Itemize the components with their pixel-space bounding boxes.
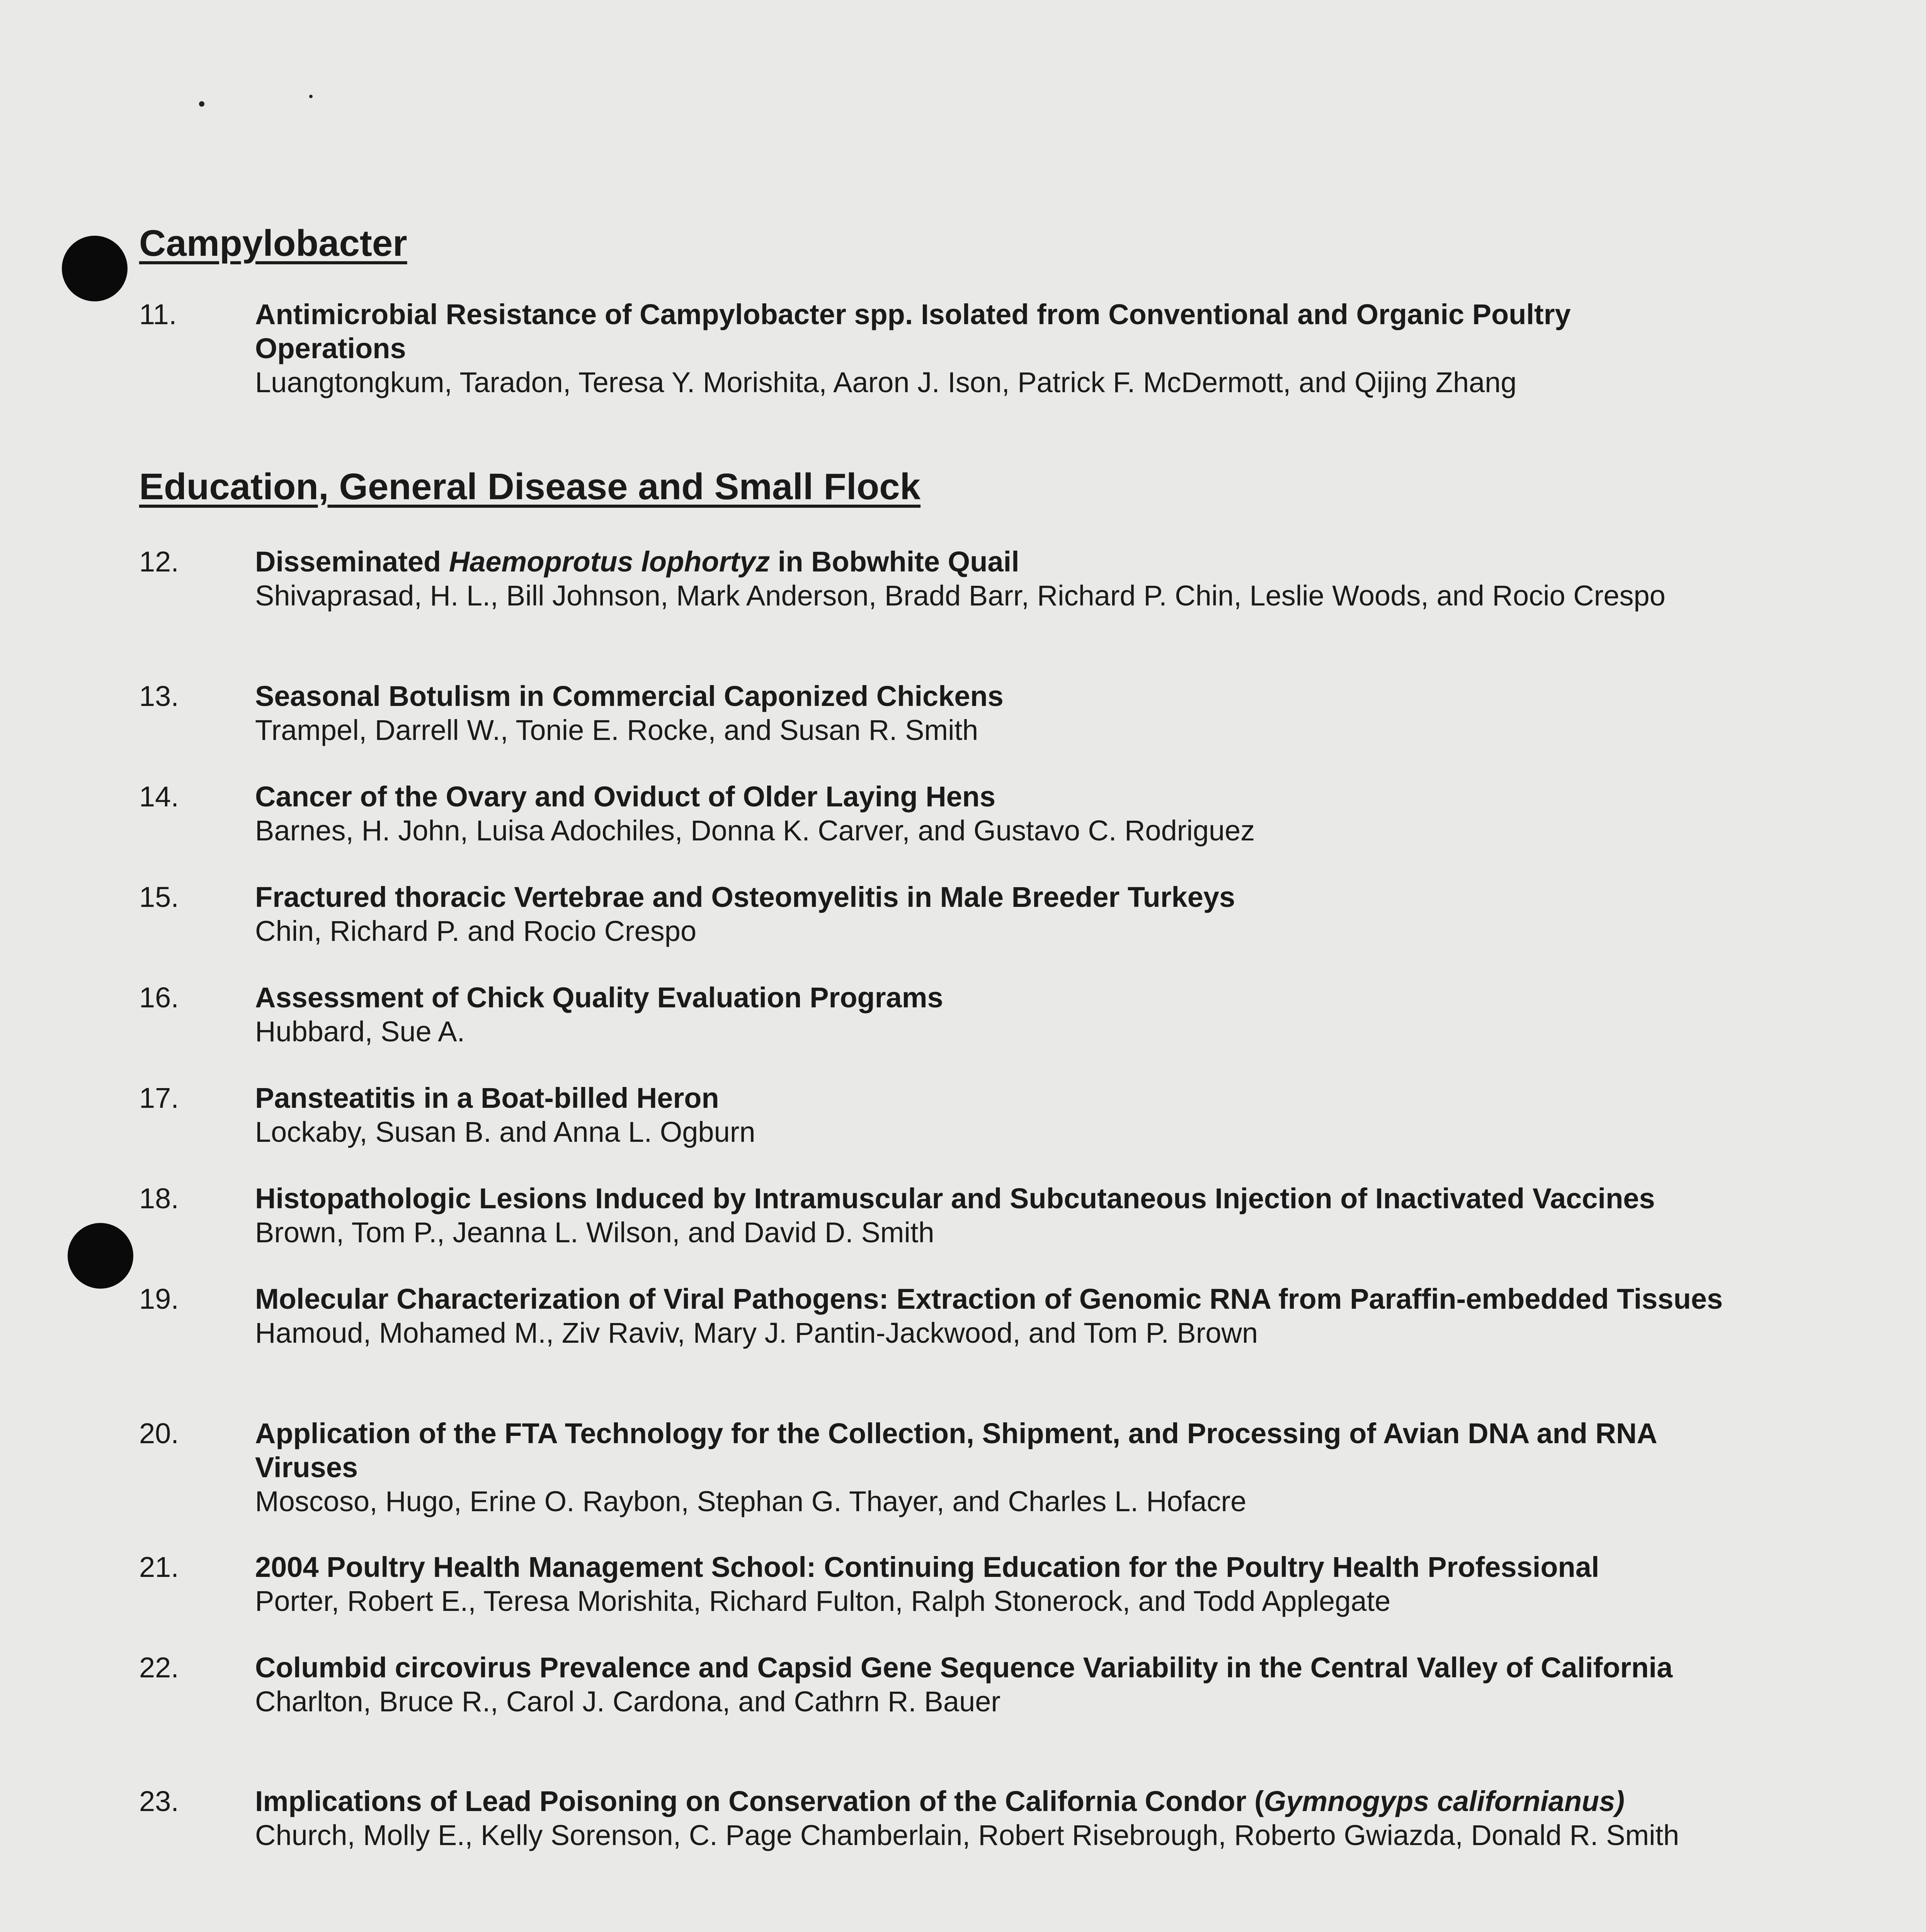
item-authors: Porter, Robert E., Teresa Morishita, Richard Fulton, Ralph Stonerock, and Todd Applegate: [255, 1585, 1391, 1617]
item-number: 20.: [139, 1417, 179, 1449]
title-run: Histopathologic Lesions Induced by Intramuscular and Subcutaneous Injection of Inactivated Vaccines: [255, 1182, 1655, 1214]
item-number: 11.: [139, 298, 177, 330]
item-title: [255, 880, 1724, 914]
item-title: [255, 1550, 1724, 1584]
item-number: 18.: [139, 1182, 179, 1214]
item-authors: Hamoud, Mohamed M., Ziv Raviv, Mary J. Pantin-Jackwood, and Tom P. Brown: [255, 1317, 1258, 1349]
item-title: [255, 1182, 1724, 1216]
title-run: Antimicrobial Resistance of Campylobacter spp. Isolated from Conventional and Organic Poultry Operations: [255, 298, 1571, 364]
item-authors: Lockaby, Susan B. and Anna L. Ogburn: [255, 1116, 755, 1148]
item-number: 23.: [139, 1785, 179, 1817]
item-title: [255, 1417, 1724, 1485]
item-title: [255, 545, 1724, 579]
item-title: [255, 1081, 1724, 1115]
item-number: 17.: [139, 1082, 179, 1114]
binder-hole-middle: [68, 1223, 133, 1289]
item-number: 15.: [139, 881, 179, 913]
title-run: Cancer of the Ovary and Oviduct of Older Laying Hens: [255, 781, 996, 813]
item-authors: Trampel, Darrell W., Tonie E. Rocke, and Susan R. Smith: [255, 714, 978, 746]
title-run: Assessment of Chick Quality Evaluation Programs: [255, 981, 943, 1014]
title-run: Fractured thoracic Vertebrae and Osteomyelitis in Male Breeder Turkeys: [255, 881, 1235, 913]
item-authors: Church, Molly E., Kelly Sorenson, C. Page Chamberlain, Robert Risebrough, Roberto Gwiazda, Donald R. Smith: [255, 1819, 1679, 1851]
italic-title-run: Gymnogyps californianus): [1264, 1785, 1625, 1817]
title-run: Pansteatitis in a Boat-billed Heron: [255, 1082, 719, 1114]
title-run: Seasonal Botulism in Commercial Caponized Chickens: [255, 680, 1004, 712]
item-number: 12.: [139, 546, 179, 578]
speck: [309, 95, 313, 98]
title-run: Implications of Lead Poisoning on Conservation of the California Condor (: [255, 1785, 1264, 1817]
item-authors: Charlton, Bruce R., Carol J. Cardona, and Cathrn R. Bauer: [255, 1685, 1001, 1718]
item-authors: Chin, Richard P. and Rocio Crespo: [255, 915, 697, 947]
item-authors: Moscoso, Hugo, Erine O. Raybon, Stephan G. Thayer, and Charles L. Hofacre: [255, 1485, 1247, 1517]
item-number: 22.: [139, 1651, 179, 1684]
item-authors: Shivaprasad, H. L., Bill Johnson, Mark Anderson, Bradd Barr, Richard P. Chin, Leslie Woods, and Rocio Crespo: [255, 580, 1666, 612]
title-run: Disseminated: [255, 546, 449, 578]
item-number: 14.: [139, 781, 179, 813]
item-authors: Hubbard, Sue A.: [255, 1015, 465, 1048]
speck: [199, 101, 204, 107]
item-title: [255, 679, 1724, 713]
section-heading-education: Education, General Disease and Small Flock: [139, 466, 921, 507]
item-authors: Luangtongkum, Taradon, Teresa Y. Morishita, Aaron J. Ison, Patrick F. McDermott, and Qijing Zhang: [255, 366, 1517, 398]
item-title: [255, 981, 1724, 1015]
item-title: [255, 1651, 1724, 1685]
item-number: 16.: [139, 981, 179, 1014]
item-number: 19.: [139, 1283, 179, 1315]
item-authors: Brown, Tom P., Jeanna L. Wilson, and David D. Smith: [255, 1216, 934, 1248]
item-title: [255, 298, 1724, 366]
italic-title-run: Haemoprotus lophortyz: [449, 546, 770, 578]
section-heading-campylobacter: Campylobacter: [139, 223, 407, 264]
title-run: Columbid circovirus Prevalence and Capsid Gene Sequence Variability in the Central Valley of California: [255, 1651, 1673, 1684]
item-authors: Barnes, H. John, Luisa Adochiles, Donna K. Carver, and Gustavo C. Rodriguez: [255, 815, 1255, 847]
title-run: Application of the FTA Technology for the Collection, Shipment, and Processing of Avian DNA and RNA Viruses: [255, 1417, 1657, 1483]
title-run: 2004 Poultry Health Management School: Continuing Education for the Poultry Health Professional: [255, 1551, 1599, 1583]
binder-hole-top: [62, 236, 128, 301]
title-run: in Bobwhite Quail: [770, 546, 1019, 578]
item-number: 13.: [139, 680, 179, 712]
item-number: 21.: [139, 1551, 179, 1583]
title-run: Molecular Characterization of Viral Pathogens: Extraction of Genomic RNA from Paraffin-embedded Tissues: [255, 1283, 1723, 1315]
item-title: [255, 1282, 1724, 1316]
item-title: [255, 780, 1724, 814]
item-title: [255, 1784, 1724, 1818]
